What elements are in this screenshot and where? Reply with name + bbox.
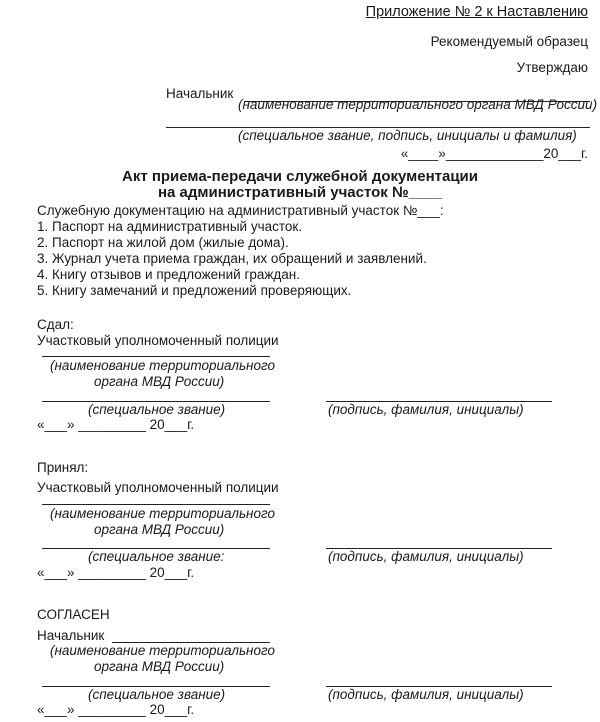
list-item: 4. Книгу отзывов и предложений граждан. (37, 267, 301, 282)
handed-date: «___» _________ 20___г. (37, 417, 195, 432)
received-org-caption-1: (наименование территориального (50, 506, 276, 521)
list-item: 1. Паспорт на административный участок. (37, 219, 303, 234)
agreed-chief-label: Начальник (37, 628, 105, 643)
recommended-sample-label: Рекомендуемый образец (430, 34, 588, 49)
list-item: 3. Журнал учета приема граждан, их обращений и заявлений. (37, 251, 427, 266)
agreed-date: «___» _________ 20___г. (37, 702, 195, 717)
agreed-org-caption-2: органа МВД России) (94, 659, 225, 674)
handed-officer: Участковый уполномоченный полиции (37, 333, 279, 348)
list-item: 5. Книгу замечаний и предложений проверяющих. (37, 283, 352, 298)
document-title-line1: Акт приема-передачи служебной документации (121, 168, 478, 185)
approval-date-line: «____»_____________20___г. (400, 146, 588, 161)
handed-org-caption-1: (наименование территориального (50, 358, 276, 373)
rank-caption: (специальное звание, подпись, инициалы и фамилия) (238, 128, 577, 143)
document-title-line2: на административный участок №____ (157, 184, 443, 201)
agreed-rank-caption: (специальное звание) (88, 687, 226, 702)
received-org-line (42, 504, 270, 505)
list-item: 2. Паспорт на жилой дом (жилые дома). (37, 235, 289, 250)
handed-org-caption-2: органа МВД России) (94, 374, 225, 389)
received-date: «___» _________ 20___г. (37, 565, 195, 580)
received-label: Принял: (37, 460, 89, 475)
received-org-caption-2: органа МВД России) (94, 522, 225, 537)
intro-text: Служебную документацию на административный участок №___: (37, 203, 444, 218)
agreed-org-caption-1: (наименование территориального (50, 643, 276, 658)
agreed-sign-caption: (подпись, фамилия, инициалы) (328, 687, 524, 702)
received-officer: Участковый уполномоченный полиции (37, 480, 279, 495)
handed-rank-caption: (специальное звание) (88, 402, 226, 417)
appendix-reference: Приложение № 2 к Наставлению (365, 4, 588, 20)
handed-org-line (42, 356, 270, 357)
received-sign-caption: (подпись, фамилия, инициалы) (328, 549, 524, 564)
chief-label: Начальник (166, 86, 234, 101)
handed-sign-caption: (подпись, фамилия, инициалы) (328, 402, 524, 417)
agreed-label: СОГЛАСЕН (37, 607, 110, 622)
approve-label: Утверждаю (516, 60, 588, 75)
received-rank-caption: (специальное звание: (88, 549, 225, 564)
org-caption: (наименование территориального органа МВД России) (238, 97, 598, 112)
handed-label: Сдал: (37, 317, 74, 332)
